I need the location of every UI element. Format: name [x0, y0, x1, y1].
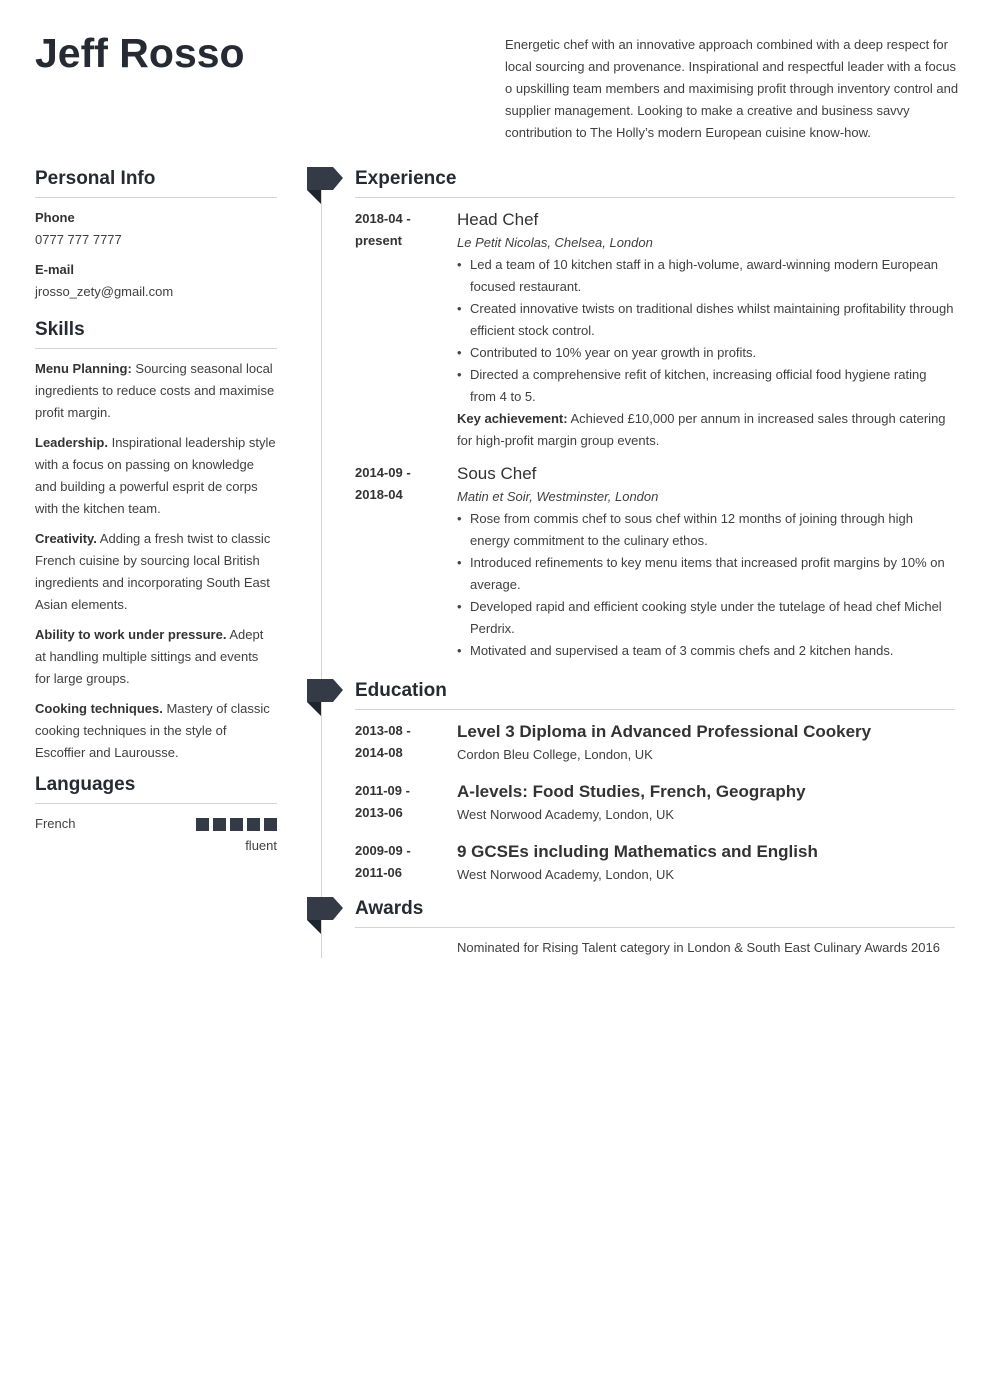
degree-title: Level 3 Diploma in Advanced Professional Cookery [457, 722, 872, 741]
email-value: jrosso_zety@gmail.com [35, 284, 174, 299]
section-title-education: Education [355, 678, 955, 710]
entry-date: 2018-04 - present [355, 211, 411, 248]
education-entry [355, 780, 955, 826]
entry-date: 2013-08 - 2014-08 [355, 723, 411, 760]
section-flag-icon [307, 167, 343, 204]
school: Cordon Bleu College, London, UK [457, 747, 653, 762]
education-section [355, 678, 955, 886]
summary: Energetic chef with an innovative approach combined with a deep respect for local sourcing and provenance. Inspirational and respectful leader with a focus o upskilling team members and maximising profit through inventory control and supplier management. Looking to make a creative and business savvy contribution to The Holly’s modern European cuisine know-how. [505, 37, 959, 140]
skill-item: Menu Planning: Sourcing seasonal local ingredients to reduce costs and maximise profit margin. [35, 361, 275, 420]
experience-section [355, 166, 955, 662]
language-level-dots [196, 818, 277, 831]
skill-item: Cooking techniques. Mastery of classic cooking techniques in the style of Escoffier and Laurousse. [35, 701, 270, 760]
level-dot [264, 818, 277, 831]
entry-date: 2014-09 - 2018-04 [355, 465, 411, 502]
education-entry [355, 840, 955, 886]
phone-value: 0777 777 7777 [35, 232, 122, 247]
school: West Norwood Academy, London, UK [457, 807, 675, 822]
email-label: E-mail [35, 262, 75, 277]
experience-entry [355, 208, 955, 452]
level-dot [196, 818, 209, 831]
degree-title: 9 GCSEs including Mathematics and English [457, 842, 818, 861]
section-flag-icon [307, 897, 343, 934]
level-dot [213, 818, 226, 831]
section-title-personal-info: Personal Info [35, 166, 277, 198]
job-title: Head Chef [457, 210, 539, 229]
section-title-experience: Experience [355, 166, 955, 198]
level-dot [247, 818, 260, 831]
phone-label: Phone [35, 210, 75, 225]
education-entry [355, 720, 955, 766]
skill-item: Leadership. Inspirational leadership style with a focus on passing on knowledge and building a powerful esprit de corps with the kitchen team. [35, 435, 276, 516]
section-title-languages: Languages [35, 772, 277, 804]
languages-section [35, 772, 277, 857]
job-title: Sous Chef [457, 464, 537, 483]
skills-section [35, 317, 277, 764]
awards-section [355, 896, 955, 959]
skill-item: Creativity. Adding a fresh twist to classic French cuisine by sourcing local British ingredients and incorporating South East Asian elements. [35, 531, 271, 612]
skill-item: Ability to work under pressure. Adept at handling multiple sittings and events for large groups. [35, 627, 264, 686]
section-flag-icon [307, 679, 343, 716]
award-item: Nominated for Rising Talent category in London & South East Culinary Awards 2016 [457, 940, 940, 955]
section-title-skills: Skills [35, 317, 277, 349]
company: Matin et Soir, Westminster, London [457, 489, 659, 504]
school: West Norwood Academy, London, UK [457, 867, 675, 882]
company: Le Petit Nicolas, Chelsea, London [457, 235, 653, 250]
language-item [35, 813, 277, 835]
name: Jeff Rosso [35, 30, 245, 76]
language-level: fluent [245, 838, 277, 853]
entry-date: 2011-09 - 2013-06 [355, 783, 410, 820]
responsibilities-list: • Led a team of 10 kitchen staff in a high-volume, award-winning modern European focused restaurant. • Created innovative twists on traditional dishes whilst maintaining profitability through efficient stock control. • Contributed to 10% year on year growth in profits. • Directed a comprehensive refit of kitchen, increasing official food hygiene rating from 4 to 5. [457, 254, 955, 408]
level-dot [230, 818, 243, 831]
entry-date: 2009-09 - 2011-06 [355, 843, 411, 880]
language-name: French [35, 816, 76, 831]
experience-entry [355, 462, 955, 662]
personal-info-section [35, 166, 277, 303]
timeline-line [321, 190, 322, 958]
responsibilities-list: • Rose from commis chef to sous chef within 12 months of joining through high energy commitment to the culinary ethos. • Introduced refinements to key menu items that increased profit margins by 10% on average. • Developed rapid and efficient cooking style under the tutelage of head chef Michel Perdrix. • Motivated and supervised a team of 3 commis chefs and 2 kitchen hands. [457, 508, 955, 662]
section-title-awards: Awards [355, 896, 955, 928]
key-achievement: Key achievement: Achieved £10,000 per annum in increased sales through catering for high-profit margin group events. [457, 411, 946, 448]
degree-title: A-levels: Food Studies, French, Geography [457, 782, 806, 801]
left-column [35, 166, 277, 857]
